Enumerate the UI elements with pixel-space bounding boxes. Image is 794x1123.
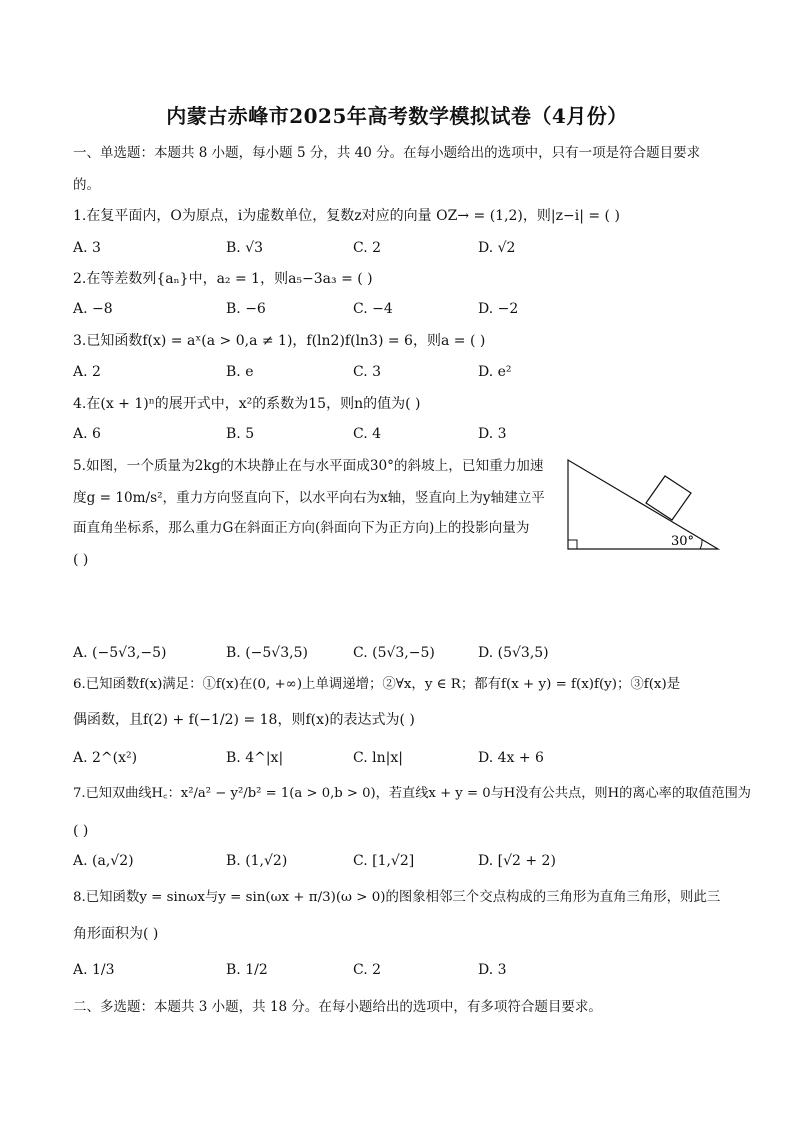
q3-option-a: A. 2 <box>73 364 101 380</box>
q3-option-c: C. 3 <box>353 364 382 380</box>
q7-stem-line2: ( ) <box>73 823 89 839</box>
q6-option-b: B. 4^|x| <box>226 750 284 766</box>
q8-option-b: B. 1/2 <box>226 962 268 978</box>
section1-instructions-line2: 的。 <box>73 177 100 193</box>
q4-option-a: A. 6 <box>73 426 101 442</box>
q5-option-d: D. (5√3,5) <box>478 645 549 661</box>
q5-option-b: B. (−5√3,5) <box>226 645 308 661</box>
q2-option-c: C. −4 <box>353 301 393 317</box>
q2-stem: 2.在等差数列{aₙ}中，a₂ = 1，则a₅−3a₃ = ( ) <box>73 271 373 287</box>
q8-option-a: A. 1/3 <box>73 962 115 978</box>
q3-option-b: B. e <box>226 364 254 380</box>
incline-figure <box>560 452 725 557</box>
q3-stem: 3.已知函数f(x) = aˣ(a > 0,a ≠ 1)，f(ln2)f(ln3) = 6，则a = ( ) <box>73 333 486 349</box>
right-angle-mark <box>568 540 577 549</box>
q6-stem-line2: 偶函数，且f(2) + f(−1/2) = 18，则f(x)的表达式为( ) <box>73 712 415 728</box>
q5-option-a: A. (−5√3,−5) <box>73 645 167 661</box>
q5-stem-line3: 面直角坐标系，那么重力G在斜面正方向(斜面向下为正方向)上的投影向量为 <box>73 520 530 536</box>
page-title: 内蒙古赤峰市2025年高考数学模拟试卷（4月份） <box>166 104 628 128</box>
q1-option-b: B. √3 <box>226 240 264 256</box>
q6-option-a: A. 2^(x²) <box>73 750 138 766</box>
q1-option-d: D. √2 <box>478 240 516 256</box>
q6-option-d: D. 4x + 6 <box>478 750 544 766</box>
q8-stem-line1: 8.已知函数y = sinωx与y = sin(ωx + π/3)(ω > 0)的图象相邻三个交点构成的三角形为直角三角形，则此三 <box>73 890 721 905</box>
q7-stem-line1: 7.已知双曲线H꜀：x²/a² − y²/b² = 1(a > 0,b > 0)，若直线x + y = 0与H没有公共点，则H的离心率的取值范围为 <box>73 786 751 801</box>
angle-label: 30° <box>671 534 695 549</box>
q2-option-a: A. −8 <box>73 301 113 317</box>
q8-option-c: C. 2 <box>353 962 382 978</box>
q4-option-c: C. 4 <box>353 426 382 442</box>
q6-stem-line1: 6.已知函数f(x)满足：①f(x)在(0, +∞)上单调递增；②∀x，y ∈ R；都有f(x + y) = f(x)f(y)；③f(x)是 <box>73 677 681 692</box>
q8-stem-line2: 角形面积为( ) <box>73 926 159 942</box>
q7-option-d: D. [√2 + 2) <box>478 853 556 869</box>
q1-option-c: C. 2 <box>353 240 382 256</box>
q6-option-c: C. ln|x| <box>353 750 403 766</box>
q8-option-d: D. 3 <box>478 962 507 978</box>
q7-option-c: C. [1,√2] <box>353 853 415 869</box>
q1-stem: 1.在复平面内，O为原点，i为虚数单位，复数z对应的向量 OZ→ = (1,2)，则|z−i| = ( ) <box>73 208 620 224</box>
q2-option-d: D. −2 <box>478 301 519 317</box>
q5-stem-line2: 度g = 10m/s²，重力方向竖直向下，以水平向右为x轴，竖直向上为y轴建立平 <box>73 490 545 506</box>
q5-stem-line1: 5.如图，一个质量为2kg的木块静止在与水平面成30°的斜坡上，已知重力加速 <box>73 458 544 474</box>
q7-option-a: A. (a,√2) <box>73 853 134 869</box>
q1-option-a: A. 3 <box>73 240 101 256</box>
q4-option-b: B. 5 <box>226 426 255 442</box>
q4-option-d: D. 3 <box>478 426 507 442</box>
section2-instructions: 二、多选题：本题共 3 小题，共 18 分。在每小题给出的选项中，有多项符合题目要求。 <box>73 999 602 1015</box>
section1-instructions-line1: 一、单选题：本题共 8 小题，每小题 5 分，共 40 分。在每小题给出的选项中，只有一项是符合题目要求 <box>73 145 701 161</box>
q5-option-c: C. (5√3,−5) <box>353 645 435 661</box>
block-on-incline <box>646 476 691 520</box>
q7-option-b: B. (1,√2) <box>226 853 288 869</box>
q5-stem-line4: ( ) <box>73 552 89 568</box>
incline-triangle <box>568 460 718 549</box>
q4-stem: 4.在(x + 1)ⁿ的展开式中，x²的系数为15，则n的值为( ) <box>73 396 421 412</box>
q3-option-d: D. e² <box>478 364 512 380</box>
q2-option-b: B. −6 <box>226 301 266 317</box>
angle-arc <box>700 540 702 549</box>
